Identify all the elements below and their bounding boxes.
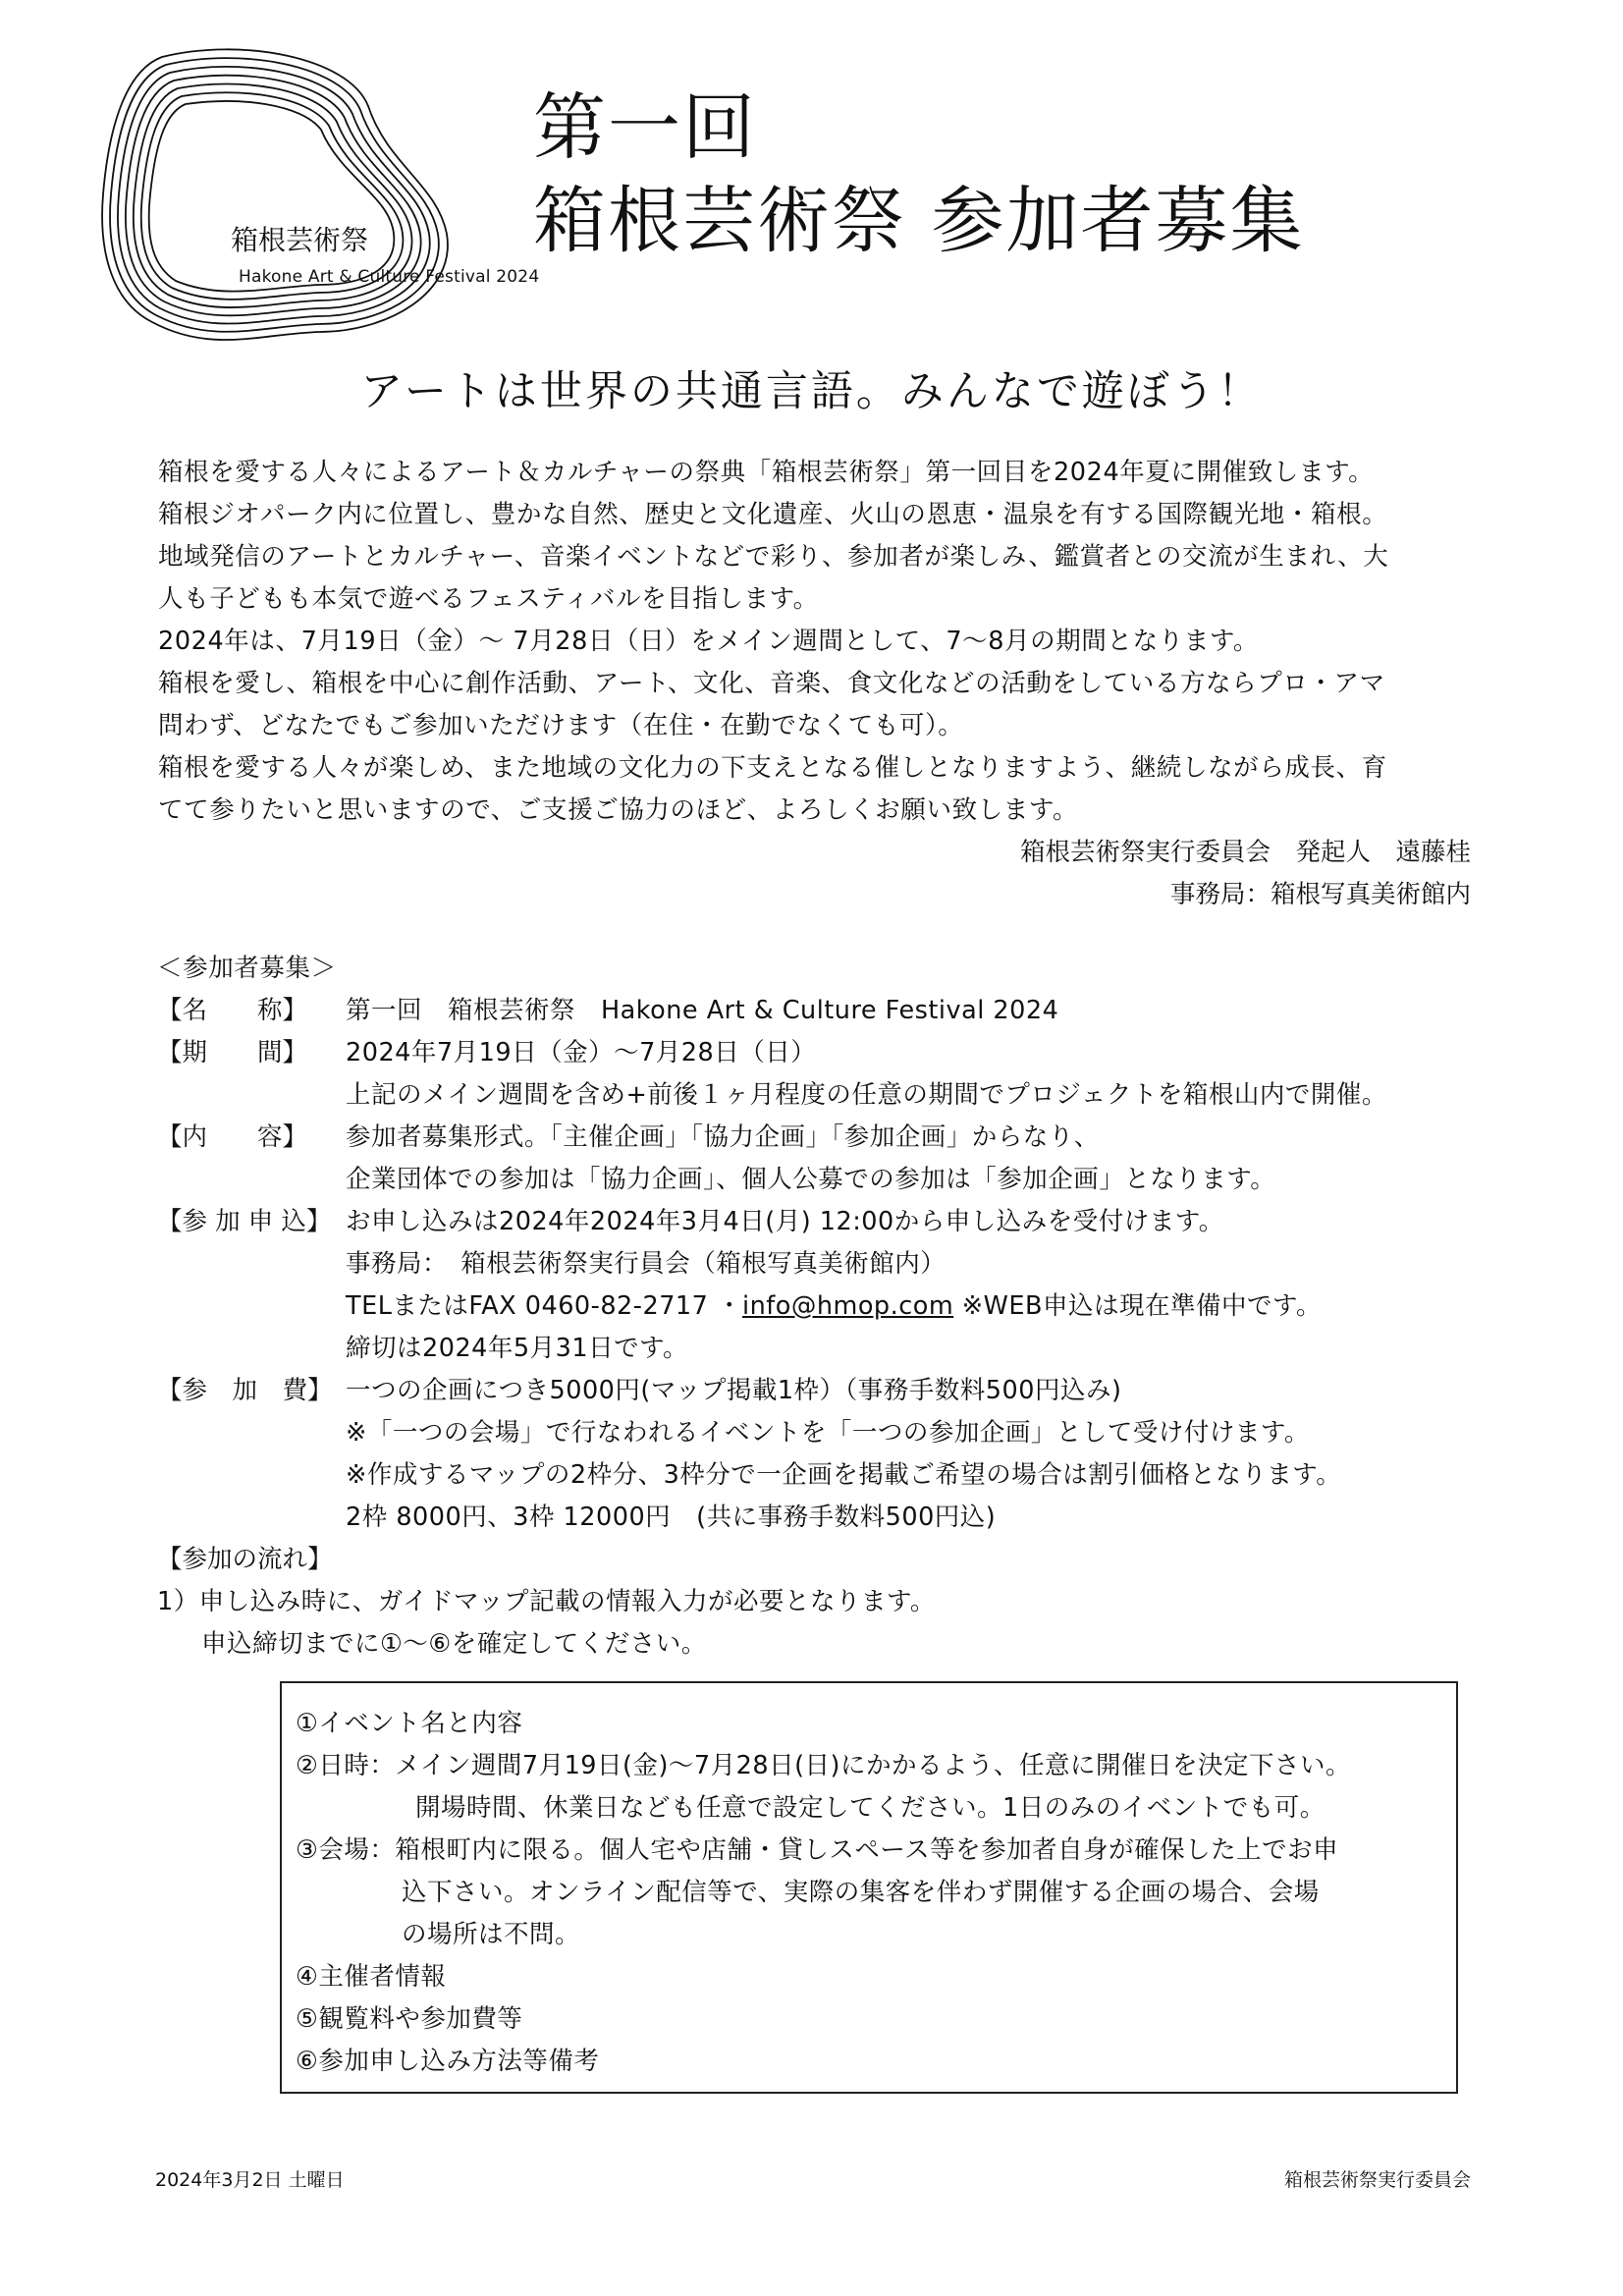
footer-organization: 箱根芸術祭実行委員会 — [1283, 2169, 1471, 2191]
apply-web-note: ※WEB申込は現在準備中です。 — [953, 1291, 1322, 1321]
fee-discount: 2枠 8000円、3枠 12000円 (共に事務手数料500円込) — [346, 1503, 997, 1532]
intro-line: 箱根ジオパーク内に位置し、豊かな自然、歴史と文化遺産、火山の恩恵・温泉を有する国際観光地・箱根。 — [158, 500, 1388, 529]
footer-date: 2024年3月2日 土曜日 — [155, 2169, 345, 2191]
intro-line: 箱根を愛する人々が楽しめ、また地域の文化力の下支えとなる催しとなりますよう、継続しながら成長、育 — [158, 753, 1387, 783]
apply-label: 【参 加 申 込】 — [157, 1207, 332, 1236]
content-value: 参加者募集形式。「主催企画」「協力企画」「参加企画」からなり、 — [346, 1122, 1100, 1152]
catchphrase: アートは世界の共通言語。みんなで遊ぼう！ — [360, 367, 1263, 416]
intro-line: てて参りたいと思いますので、ご支援ご協力のほど、よろしくお願い致します。 — [158, 795, 1079, 825]
box-item-3: ③会場：箱根町内に限る。個人宅や店舗・貸しスペース等を参加者自身が確保した上でお申 — [296, 1835, 1339, 1865]
apply-office: 事務局： 箱根芸術祭実行員会（箱根写真美術館内） — [346, 1249, 947, 1279]
fee-value: 一つの企画につき5000円(マップ掲載1枠）（事務手数料500円込み) — [346, 1376, 1122, 1405]
intro-line: 箱根を愛する人々によるアート＆カルチャーの祭典「箱根芸術祭」第一回目を2024年夏に開催致します。 — [158, 458, 1375, 487]
apply-deadline: 締切は2024年5月31日です。 — [346, 1334, 689, 1363]
flow-step-1-note: 申込締切までに①～⑥を確定してください。 — [201, 1629, 707, 1659]
box-item-6: ⑥参加申し込み方法等備考 — [296, 2047, 600, 2076]
flow-label: 【参加の流れ】 — [157, 1545, 333, 1574]
title-line-1: 第一回 — [533, 85, 757, 170]
logo-name-jp: 箱根芸術祭 — [231, 224, 369, 256]
box-item-5: ⑤観覧料や参加費等 — [296, 2004, 523, 2034]
fee-note: ※「一つの会場」で行なわれるイベントを「一つの参加企画」として受け付けます。 — [346, 1418, 1310, 1448]
signature-organizer: 箱根芸術祭実行委員会 発起人 遠藤桂 — [1019, 838, 1471, 867]
period-note: 上記のメイン週間を含め+前後１ヶ月程度の任意の期間でプロジェクトを箱根山内で開催。 — [346, 1080, 1387, 1110]
box-item-4: ④主催者情報 — [296, 1962, 447, 1992]
intro-line: 箱根を愛し、箱根を中心に創作活動、アート、文化、音楽、食文化などの活動をしている方ならプロ・アマ — [158, 669, 1385, 698]
content-note: 企業団体での参加は「協力企画」、個人公募での参加は「参加企画」となります。 — [346, 1165, 1276, 1194]
intro-line: 人も子どもも本気で遊べるフェスティバルを目指します。 — [158, 584, 819, 614]
name-value: 第一回 箱根芸術祭 Hakone Art & Culture Festival 2024 — [346, 996, 1059, 1025]
fee-note: ※作成するマップの2枠分、3枠分で一企画を掲載ご希望の場合は割引価格となります。 — [346, 1460, 1342, 1490]
period-value: 2024年7月19日（金）～7月28日（日） — [346, 1038, 817, 1067]
intro-line: 2024年は、7月19日（金）～ 7月28日（日）をメイン週間として、7～8月の期間となります。 — [158, 627, 1260, 656]
intro-line: 問わず、どなたでもご参加いただけます（在住・在勤でなくても可）。 — [158, 711, 964, 740]
festival-logo — [93, 37, 540, 361]
box-item-3-cont: の場所は不問。 — [402, 1920, 581, 1949]
apply-contact — [346, 1285, 1322, 1328]
logo-name-en: Hakone Art & Culture Festival 2024 — [239, 267, 540, 287]
flow-step-1: 1）申し込み時に、ガイドマップ記載の情報入力が必要となります。 — [157, 1587, 936, 1616]
title-line-2: 箱根芸術祭 参加者募集 — [533, 179, 1305, 263]
content-label: 【内 容】 — [157, 1122, 308, 1152]
apply-tel: TELまたはFAX 0460-82-2717 ・ — [346, 1291, 742, 1321]
email-link[interactable]: info@hmop.com — [742, 1291, 954, 1321]
apply-value: お申し込みは2024年2024年3月4日(月) 12:00から申し込みを受付けます。 — [346, 1207, 1224, 1236]
box-item-3-cont: 込下さい。オンライン配信等で、実際の集客を伴わず開催する企画の場合、会場 — [402, 1878, 1320, 1907]
intro-line: 地域発信のアートとカルチャー、音楽イベントなどで彩り、参加者が楽しみ、鑑賞者との交流が生まれ、大 — [158, 542, 1389, 572]
required-info-box — [280, 1681, 1458, 2094]
logo-ring-graphic — [93, 37, 486, 361]
fee-label: 【参 加 費】 — [157, 1376, 333, 1405]
period-label: 【期 間】 — [157, 1038, 308, 1067]
name-label: 【名 称】 — [157, 996, 308, 1025]
box-item-2: ②日時：メイン週間7月19日(金)～7月28日(日)にかかるよう、任意に開催日を決定下さい。 — [296, 1751, 1351, 1780]
signature-office: 事務局：箱根写真美術館内 — [1169, 880, 1471, 909]
recruit-heading: ＜参加者募集＞ — [157, 954, 337, 983]
box-item-2-note: 開場時間、休業日なども任意で設定してください。1日のみのイベントでも可。 — [415, 1793, 1325, 1823]
box-item-1: ①イベント名と内容 — [296, 1709, 523, 1738]
